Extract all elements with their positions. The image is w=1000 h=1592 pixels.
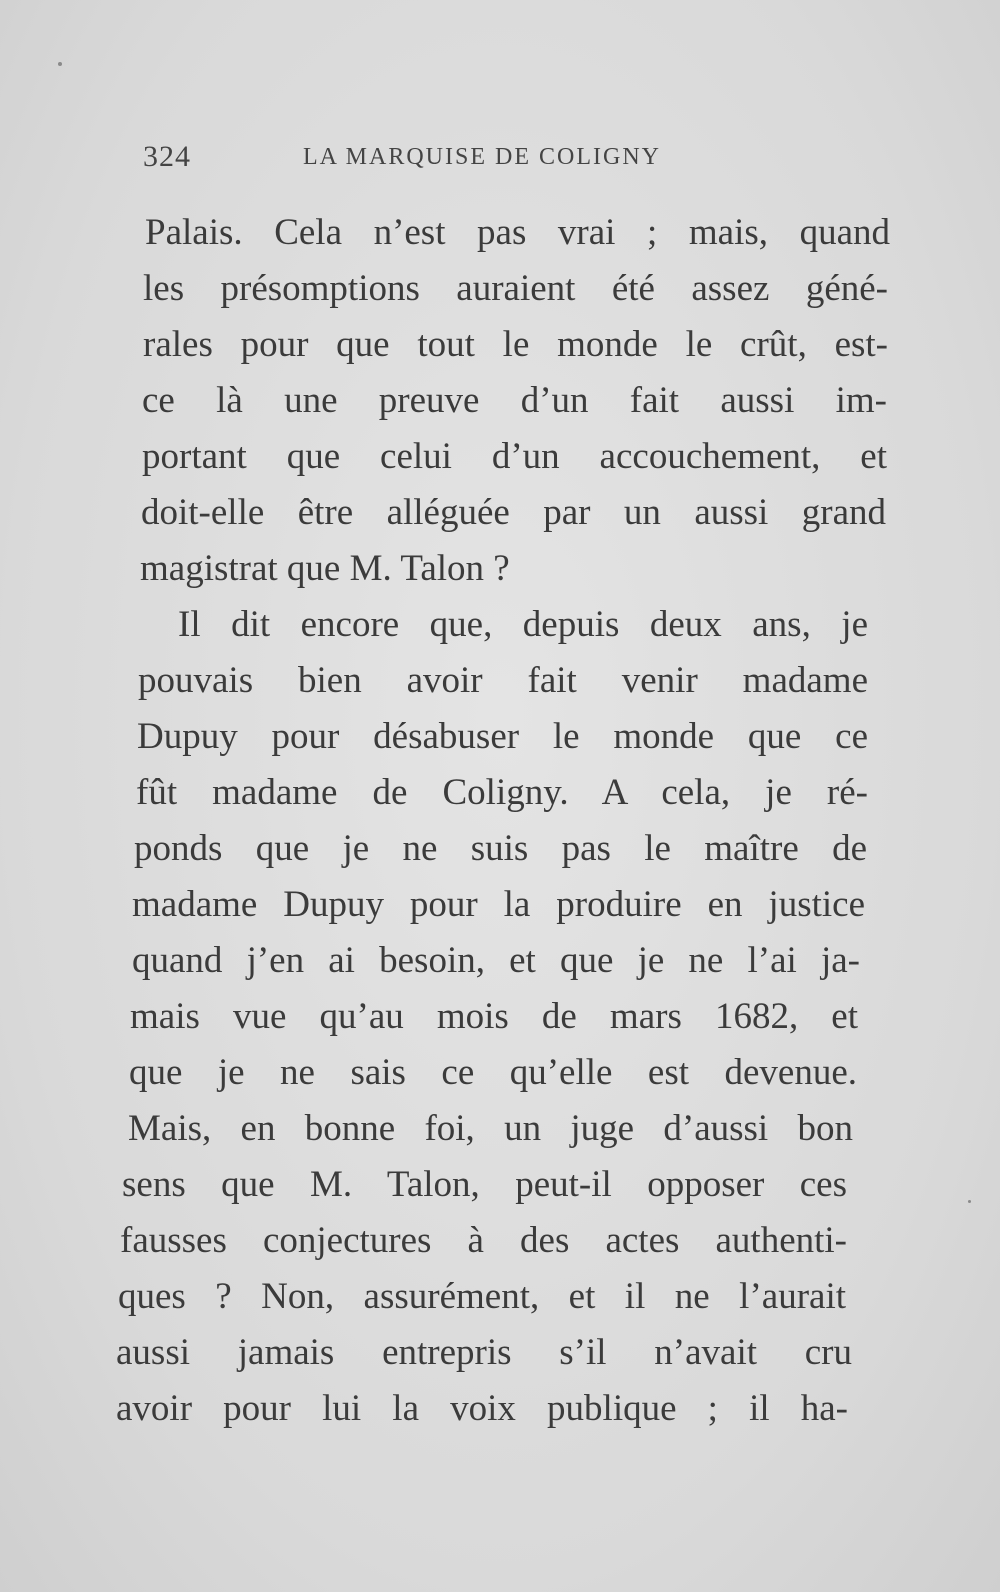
text-line: les présomptions auraient été assez géné- bbox=[143, 268, 888, 309]
speck bbox=[968, 1200, 971, 1203]
text-line: que je ne sais ce qu’elle est devenue. bbox=[129, 1052, 857, 1093]
text-line: pouvais bien avoir fait venir madame bbox=[138, 660, 868, 701]
text-line: fût madame de Coligny. A cela, je ré- bbox=[136, 772, 868, 813]
text-line: quand j’en ai besoin, et que je ne l’ai ja- bbox=[132, 940, 860, 981]
text-line: portant que celui d’un accouchement, et bbox=[142, 436, 887, 477]
text-line: Palais. Cela n’est pas vrai ; mais, quand bbox=[145, 212, 890, 253]
text-line: fausses conjectures à des actes authenti- bbox=[120, 1220, 847, 1261]
text-line: sens que M. Talon, peut-il opposer ces bbox=[122, 1164, 847, 1205]
text-line: Dupuy pour désabuser le monde que ce bbox=[137, 716, 868, 757]
speck bbox=[58, 62, 62, 66]
text-line: magistrat que M. Talon ? bbox=[140, 548, 510, 589]
page-header bbox=[143, 140, 723, 180]
text-line: doit-elle être alléguée par un aussi grand bbox=[141, 492, 886, 533]
text-line: avoir pour lui la voix publique ; il ha- bbox=[116, 1388, 848, 1429]
text-line: aussi jamais entrepris s’il n’avait cru bbox=[116, 1332, 852, 1373]
text-line: madame Dupuy pour la produire en justice bbox=[132, 884, 865, 925]
page-number: 324 bbox=[143, 140, 191, 173]
text-line: ques ? Non, assurément, et il ne l’aurait bbox=[118, 1276, 846, 1317]
text-line: Mais, en bonne foi, un juge d’aussi bon bbox=[128, 1108, 853, 1149]
text-line: rales pour que tout le monde le crût, est- bbox=[143, 324, 888, 365]
text-line: ce là une preuve d’un fait aussi im- bbox=[142, 380, 887, 421]
text-line: ponds que je ne suis pas le maître de bbox=[134, 828, 867, 869]
text-line: mais vue qu’au mois de mars 1682, et bbox=[130, 996, 858, 1037]
running-head: LA MARQUISE DE COLIGNY bbox=[303, 144, 661, 170]
text-line: Il dit encore que, depuis deux ans, je bbox=[178, 604, 868, 645]
